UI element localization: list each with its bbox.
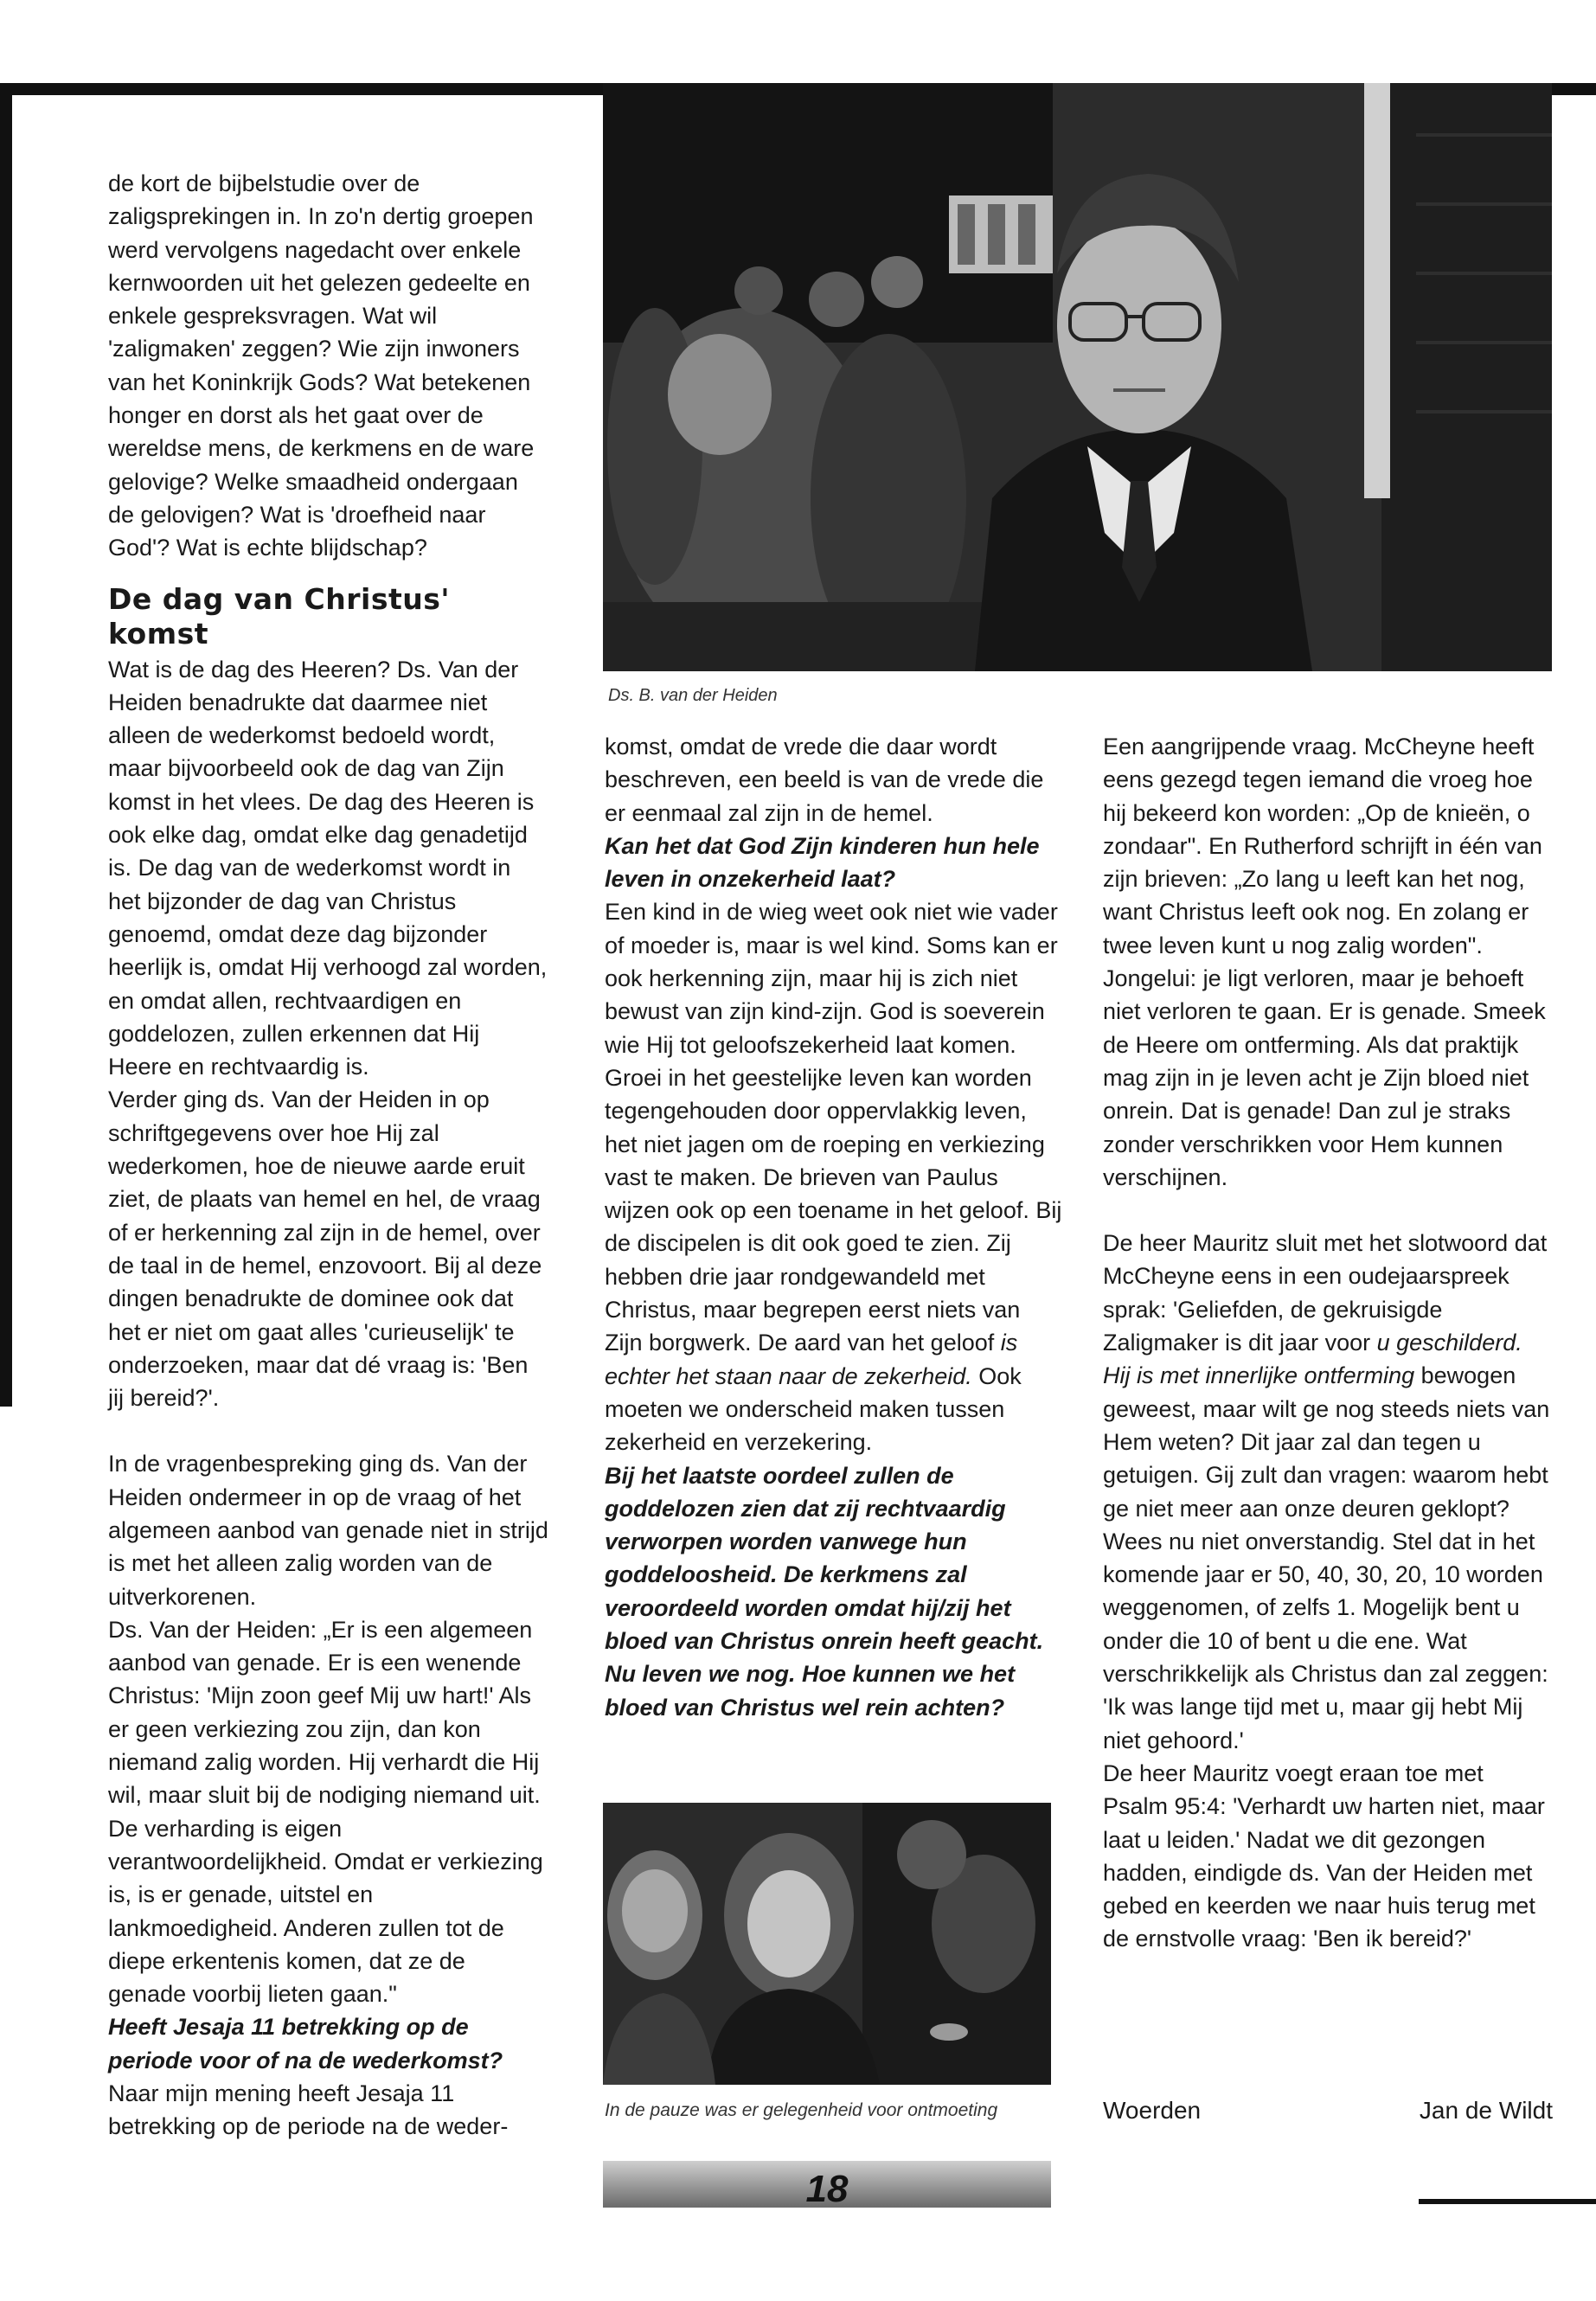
paragraph: Naar mijn mening heeft Jesaja 11 betrekking op de periode na de weder- <box>108 2080 509 2140</box>
audience-photo <box>603 1803 1051 2085</box>
question: Heeft Jesaja 11 betrekking op de periode voor of na de wederkomst? <box>108 2014 503 2073</box>
paragraph-text: Ook moeten we onderscheid maken tussen zekerheid en verzekering. <box>605 1362 1022 1456</box>
left-border <box>0 83 12 1407</box>
page-number: 18 <box>805 2168 849 2210</box>
audience-photo-graphic <box>603 1803 1051 2085</box>
paragraph <box>605 895 1063 1458</box>
paragraph <box>1103 1227 1553 1757</box>
paragraph-gap <box>1103 1194 1553 1227</box>
bottom-rule <box>1419 2199 1596 2204</box>
paragraph-gap <box>108 1414 549 1447</box>
paragraph: De heer Mauritz voegt eraan toe met Psalm 95:4: 'Verhardt uw harten niet, maar laat u leiden.' Nadat we dit gezongen hadden, eindigde ds. Van der Heiden met gebed en keerden we naar huis terug met de ernstvolle vraag: 'Ben ik bereid?' <box>1103 1759 1545 1952</box>
question: Kan het dat God Zijn kinderen hun hele leven in onzekerheid laat? <box>605 832 1040 893</box>
article-column-2 <box>605 730 1063 1724</box>
question: Bij het laatste oordeel zullen de goddelozen zien dat zij rechtvaardig verworpen worden vanwege hun goddeloosheid. De kerkmens zal veroordeeld worden omdat hij/zij het bloed van Christus onrein heeft geacht. Nu leven we nog. Hoe kunnen we het bloed van Christus wel rein achten? <box>605 1462 1044 1721</box>
paragraph: Ds. Van der Heiden: „Er is een algemeen aanbod van genade. Er is een wenende Christus: 'Mijn zoon geef Mij uw hart!' Als er geen verkiezing zou zijn, dan kon niemand zalig worden. Hij verhardt die Hij wil, maar sluit bij de nodiging niemand uit. De verharding is eigen verantwoordelijkheid. Omdat er verkiezing is, is er genade, uitstel en lankmoedigheid. Anderen zullen tot de diepe erkentenis komen, dat ze de genade voorbij lieten gaan." <box>108 1616 543 2008</box>
paragraph-text: Een kind in de wieg weet ook niet wie vader of moeder is, maar is wel kind. Soms kan er ook herkenning zijn, maar hij is zich niet bewust van zijn kind-zijn. God is soeverein wie Hij tot geloofszekerheid laat komen. Groei in het geestelijke leven kan worden tegengehouden door oppervlakkig leven, het niet jagen om de roeping en verkiezing vast te maken. De brieven van Paulus wijzen ook op een toename in het geloof. Bij de discipelen is dit ook goed te zien. Zij hebben drie jaar rondgewandeld met Christus, maar begrepen eerst niets van Zijn borgwerk. De aard van het geloof <box>605 899 1062 1356</box>
paragraph: de kort de bijbelstudie over de zaligsprekingen in. In zo'n dertig groepen werd vervolgens nagedacht over enkele kernwoorden uit het gelezen gedeelte en enkele gespreksvragen. Wat wil 'zaligmaken' zeggen? Wie zijn inwoners van het Koninkrijk Gods? Wat betekenen honger en dorst als het gaat over de wereldse mens, de kerkmens en de ware gelovige? Welke smaadheid ondergaan de gelovigen? Wat is 'droefheid naar God'? Wat is echte blijdschap? <box>108 170 535 561</box>
page-number-box <box>603 2161 1051 2208</box>
italic-text: u geschilderd. Hij is met innerlijke ontferming <box>1103 1330 1522 1389</box>
paragraph: Een aangrijpende vraag. McCheyne heeft eens gezegd tegen iemand die vroeg hoe hij bekeerd kon worden: „Op de knieën, o zondaar". En Rutherford schrijft in één van zijn brieven: „Zo lang u leeft kan het nog, want Christus leeft ook nog. En zolang er twee leven kunt u nog zalig worden". Jongelui: je ligt verloren, maar je behoeft niet verloren te gaan. Er is genade. Smeek de Heere om ontferming. Als dat praktijk mag zijn in je leven acht je Zijn bloed niet onrein. Dat is genade! Dan zul je straks zonder verschrikken voor Hem kunnen verschijnen. <box>1103 734 1546 1190</box>
article-column-1 <box>108 167 549 2144</box>
portrait-photo <box>603 83 1552 671</box>
photo-caption: In de pauze was er gelegenheid voor ontmoeting <box>605 2100 998 2120</box>
signature-place: Woerden <box>1103 2097 1202 2124</box>
photo-caption: Ds. B. van der Heiden <box>608 686 778 705</box>
portrait-photo-graphic <box>603 83 1552 671</box>
paragraph: komst, omdat de vrede die daar wordt beschreven, een beeld is van de vrede die er eenmaal zal zijn in de hemel. <box>605 734 1044 826</box>
signature-author: Jan de Wildt <box>1419 2097 1553 2124</box>
paragraph: Verder ging ds. Van der Heiden in op schriftgegevens over hoe Hij zal wederkomen, hoe de nieuwe aarde eruit ziet, de plaats van hemel en hel, de vraag of er herkenning zal zijn in de hemel, over de taal in de hemel, enzovoort. Bij al deze dingen benadrukte de dominee ook dat het er niet om gaat alles 'curieuselijk' te onderzoeken, maar dat dé vraag is: 'Ben jij bereid?'. <box>108 1086 542 1412</box>
section-heading: De dag van Christus' komst <box>108 581 450 651</box>
article-column-3 <box>1103 730 1553 1956</box>
paragraph: Wat is de dag des Heeren? Ds. Van der Heiden benadrukte dat daarmee niet alleen de wederkomst bedoeld wordt, maar bijvoorbeeld ook de dag van Zijn komst in het vlees. De dag des Heeren is ook elke dag, omdat elke dag genadetijd is. De dag van de wederkomst wordt in het bijzonder de dag van Christus genoemd, omdat deze dag bijzonder heerlijk is, omdat Hij verhoogd zal worden, en omdat allen, rechtvaardigen en goddelozen, zullen erkennen dat Hij Heere en rechtvaardig is. <box>108 656 548 1080</box>
paragraph-text: De heer Mauritz sluit met het slotwoord dat McCheyne eens in een oudejaarspreek sprak: 'Geliefden, de gekruisigde Zaligmaker is dit jaar voor <box>1103 1230 1548 1356</box>
italic-text: is echter het staan naar de zekerheid. <box>605 1330 1018 1389</box>
paragraph: In de vragenbespreking ging ds. Van der Heiden ondermeer in op de vraag of het algemeen aanbod van genade niet in strijd is met het alleen zalig worden van de uitverkorenen. <box>108 1451 548 1610</box>
paragraph-text: bewogen geweest, maar wilt ge nog steeds niets van Hem weten? Dit jaar zal dan tegen u getuigen. Gij zult dan vragen: waarom hebt ge niet meer aan onze deuren geklopt? Wees nu niet onverstandig. Stel dat in het komende jaar er 50, 40, 30, 20, 10 worden weggenomen, of zelfs 1. Mogelijk bent u onder die 10 of bent u die ene. Wat verschrikkelijk als Christus dan zal zeggen: 'Ik was lange tijd met u, maar gij hebt Mij niet gehoord.' <box>1103 1362 1550 1753</box>
